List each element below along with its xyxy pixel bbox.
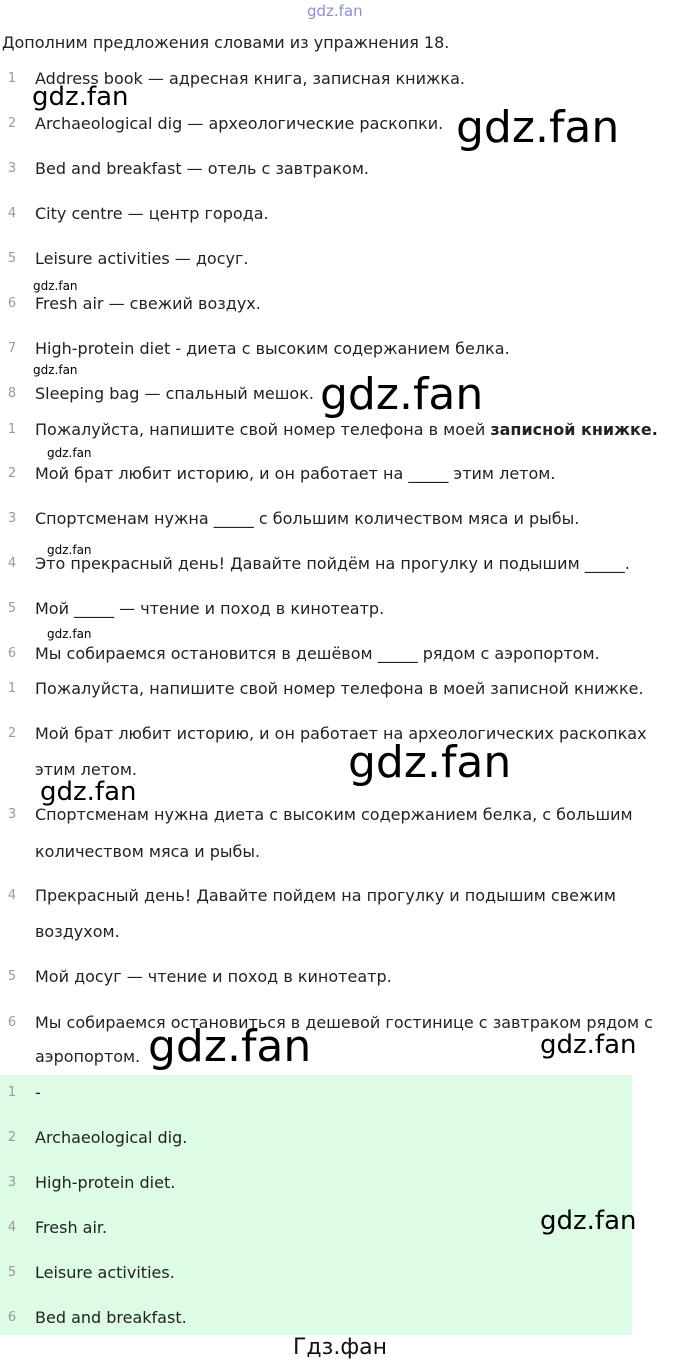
item-number: 7 xyxy=(7,341,17,356)
item-text: Address book — адресная книга, записная книжка. xyxy=(35,69,465,88)
item-number: 5 xyxy=(7,251,17,266)
list-item xyxy=(0,416,680,444)
item-text: High-protein diet. xyxy=(35,1173,176,1192)
list-item xyxy=(0,1259,680,1287)
watermark: gdz.fan xyxy=(320,369,484,420)
watermark: gdz.fan xyxy=(348,737,512,788)
item-text: High-protein diet - диета с высоким содержанием белка. xyxy=(35,339,510,358)
watermark: gdz.fan xyxy=(47,446,92,460)
item-number: 2 xyxy=(7,726,17,741)
item-number: 5 xyxy=(7,969,17,984)
list-item xyxy=(0,245,680,273)
list-item xyxy=(0,640,680,668)
item-number: 4 xyxy=(7,1220,17,1235)
item-text: Мой брат любит историю, и он работает на _____ этим летом. xyxy=(35,464,556,483)
item-text: Мой досуг — чтение и поход в кинотеатр. xyxy=(35,967,392,986)
watermark: gdz.fan xyxy=(32,82,129,112)
item-text: Мы собираемся остановится в дешёвом _____ рядом с аэропортом. xyxy=(35,644,600,663)
item-text: Fresh air — свежий воздух. xyxy=(35,294,261,313)
item-number: 1 xyxy=(7,71,17,86)
item-text: Прекрасный день! Давайте пойдем на прогулку и подышим свежим xyxy=(35,886,616,905)
item-number: 1 xyxy=(7,422,17,437)
item-number: 8 xyxy=(7,386,17,401)
list-item xyxy=(0,505,680,533)
item-text: - xyxy=(35,1083,41,1102)
list-item xyxy=(0,155,680,183)
list-item xyxy=(0,1304,680,1332)
item-text: Мой брат любит историю, и он работает на археологических раскопках xyxy=(35,724,647,743)
watermark: gdz.fan xyxy=(47,627,92,641)
item-text: Fresh air. xyxy=(35,1218,108,1237)
item-text: Bed and breakfast — отель с завтраком. xyxy=(35,159,369,178)
list-item xyxy=(0,595,680,623)
item-text: Leisure activities — досуг. xyxy=(35,249,249,268)
watermark: gdz.fan xyxy=(33,279,78,293)
item-text: City centre — центр города. xyxy=(35,204,269,223)
list-item xyxy=(0,1169,680,1197)
item-text: Leisure activities. xyxy=(35,1263,175,1282)
list-item xyxy=(0,290,680,318)
item-text: Мой _____ — чтение и поход в кинотеатр. xyxy=(35,599,385,618)
item-text: Archaeological dig — археологические раскопки. xyxy=(35,114,444,133)
item-text: Это прекрасный день! Давайте пойдём на прогулку и подышим _____. xyxy=(35,554,630,573)
list-item xyxy=(0,460,680,488)
item-text-continued: воздухом. xyxy=(35,922,120,941)
item-text-bold: записной книжке. xyxy=(490,420,658,439)
item-number: 6 xyxy=(7,296,17,311)
item-number: 5 xyxy=(7,601,17,616)
item-number: 2 xyxy=(7,466,17,481)
item-number: 3 xyxy=(7,161,17,176)
watermark: gdz.fan xyxy=(148,1021,312,1072)
item-number: 5 xyxy=(7,1265,17,1280)
item-text-plain: Пожалуйста, напишите свой номер телефона в моей xyxy=(35,420,491,439)
item-number: 4 xyxy=(7,206,17,221)
list-item xyxy=(0,1124,680,1152)
item-text: Archaeological dig. xyxy=(35,1128,188,1147)
item-number: 4 xyxy=(7,888,17,903)
list-item xyxy=(0,675,680,703)
item-number: 3 xyxy=(7,1175,17,1190)
item-text-continued: этим летом. xyxy=(35,760,137,779)
item-number: 4 xyxy=(7,556,17,571)
watermark: gdz.fan xyxy=(47,543,92,557)
item-number: 2 xyxy=(7,116,17,131)
watermark-top: gdz.fan xyxy=(307,2,363,20)
item-number: 3 xyxy=(7,807,17,822)
item-text-continued: количеством мяса и рыбы. xyxy=(35,842,261,861)
answer-box xyxy=(0,1075,632,1335)
list-item xyxy=(0,550,680,578)
item-text: Sleeping bag — спальный мешок. xyxy=(35,384,314,403)
watermark: gdz.fan xyxy=(456,102,620,153)
intro-text: Дополним предложения словами из упражнения 18. xyxy=(2,33,450,52)
list-item xyxy=(0,335,680,363)
list-item xyxy=(0,200,680,228)
item-text: Спортсменам нужна _____ с большим количеством мяса и рыбы. xyxy=(35,509,580,528)
item-text-continued: аэропортом. xyxy=(35,1047,141,1066)
item-text: Пожалуйста, напишите свой номер телефона в моей записной книжке. xyxy=(35,679,644,698)
list-item xyxy=(0,882,680,910)
list-item xyxy=(0,1079,680,1107)
item-number: 3 xyxy=(7,511,17,526)
watermark: gdz.fan xyxy=(540,1030,637,1060)
item-text: Bed and breakfast. xyxy=(35,1308,187,1327)
watermark: gdz.fan xyxy=(540,1206,637,1236)
watermark: gdz.fan xyxy=(40,777,137,807)
item-number: 6 xyxy=(7,646,17,661)
footer-watermark: Гдз.фан xyxy=(293,1335,387,1360)
item-number: 1 xyxy=(7,681,17,696)
item-number: 6 xyxy=(7,1015,17,1030)
item-text xyxy=(35,416,658,444)
watermark: gdz.fan xyxy=(33,363,78,377)
item-number: 2 xyxy=(7,1130,17,1145)
list-item xyxy=(0,720,680,748)
item-number: 6 xyxy=(7,1310,17,1325)
item-text: Мы собираемся остановиться в дешевой гостинице с завтраком рядом с xyxy=(35,1013,653,1032)
list-item xyxy=(0,963,680,991)
item-text: Спортсменам нужна диета с высоким содержанием белка, с большим xyxy=(35,805,633,824)
item-number: 1 xyxy=(7,1085,17,1100)
